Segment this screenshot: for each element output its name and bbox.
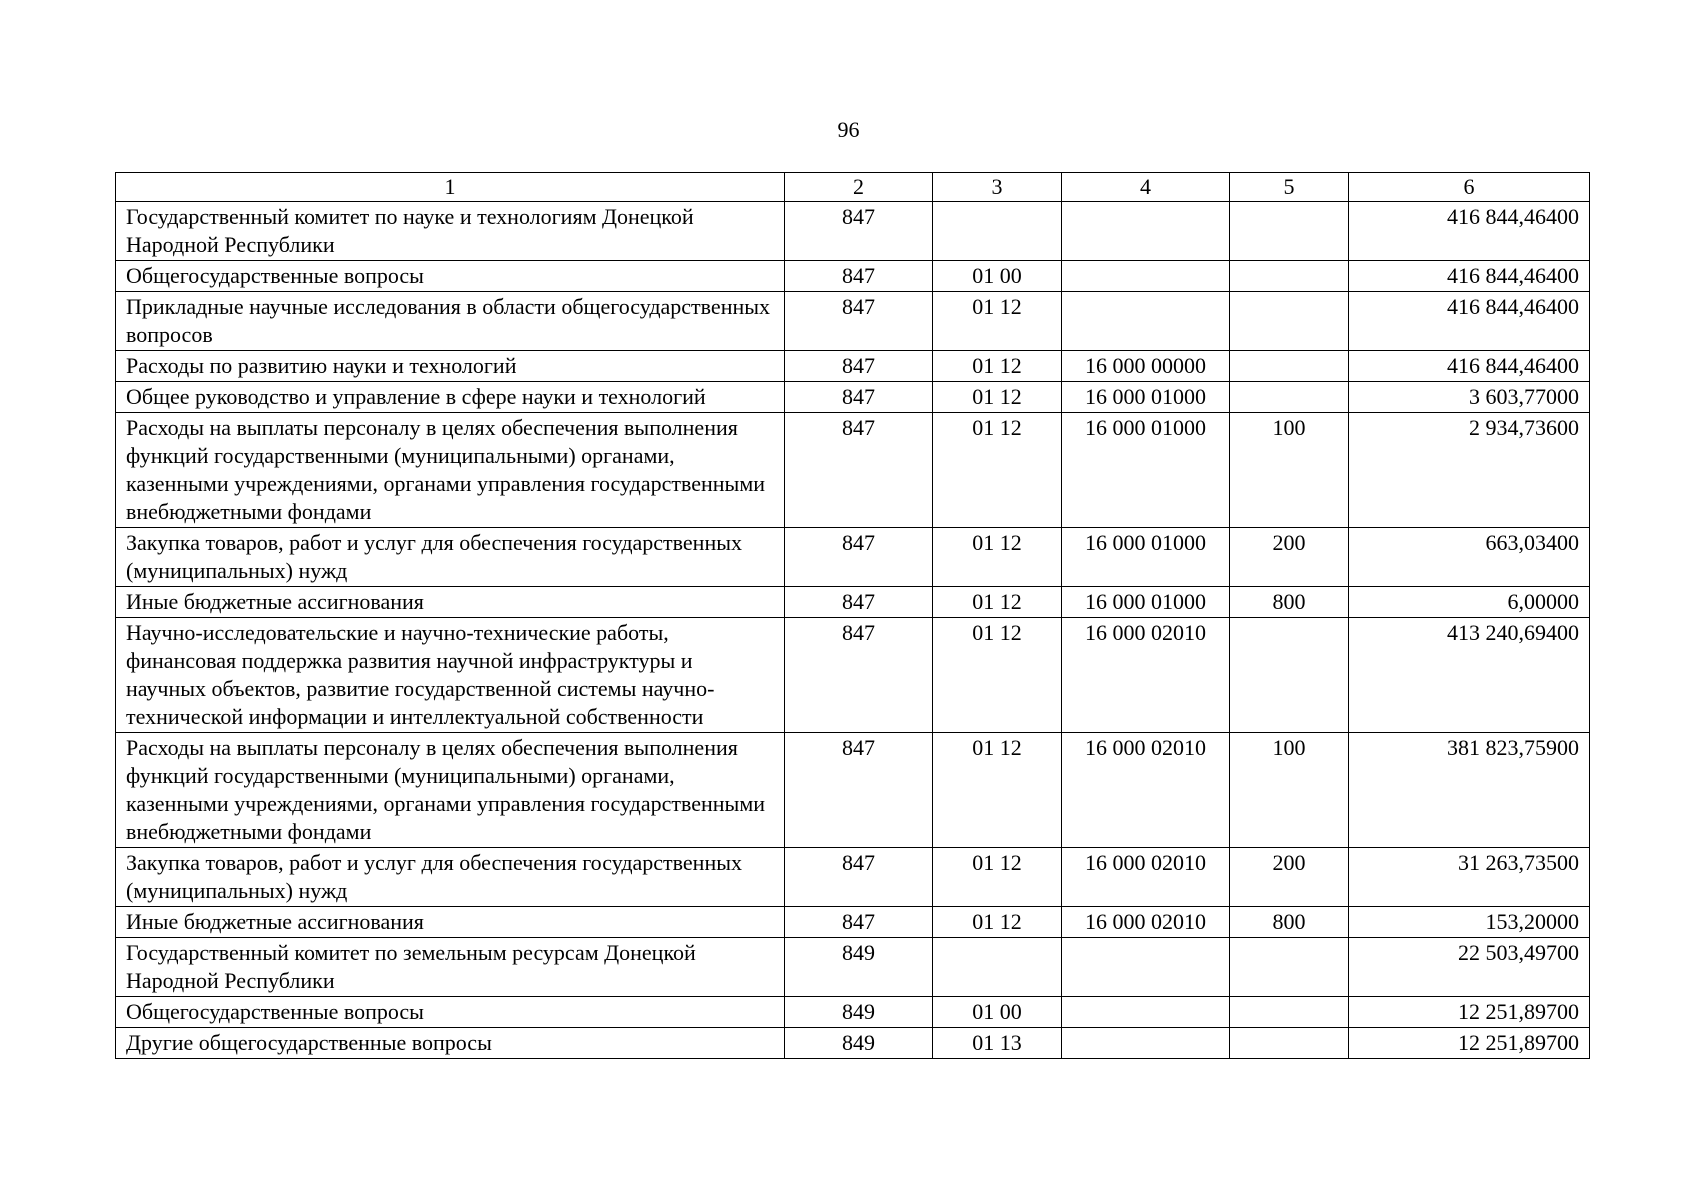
cell-section-code: 01 12 [933, 351, 1062, 382]
budget-table [115, 172, 1590, 1059]
cell-section-code: 01 13 [933, 1028, 1062, 1059]
cell-target-code [1062, 1028, 1230, 1059]
cell-amount: 416 844,46400 [1349, 202, 1590, 261]
table-row [116, 382, 1590, 413]
cell-name: Закупка товаров, работ и услуг для обеспечения государственных (муниципальных) нужд [116, 848, 785, 907]
cell-section-code: 01 12 [933, 413, 1062, 528]
cell-target-code: 16 000 00000 [1062, 351, 1230, 382]
cell-ministry-code: 849 [785, 938, 933, 997]
cell-ministry-code: 847 [785, 733, 933, 848]
cell-expense-type [1230, 292, 1349, 351]
cell-expense-type [1230, 997, 1349, 1028]
cell-name: Закупка товаров, работ и услуг для обеспечения государственных (муниципальных) нужд [116, 528, 785, 587]
cell-section-code: 01 12 [933, 587, 1062, 618]
cell-amount: 416 844,46400 [1349, 261, 1590, 292]
cell-name: Иные бюджетные ассигнования [116, 587, 785, 618]
cell-section-code: 01 12 [933, 292, 1062, 351]
cell-target-code [1062, 261, 1230, 292]
cell-ministry-code: 847 [785, 382, 933, 413]
cell-section-code [933, 202, 1062, 261]
cell-expense-type: 100 [1230, 413, 1349, 528]
cell-amount: 31 263,73500 [1349, 848, 1590, 907]
cell-target-code: 16 000 02010 [1062, 848, 1230, 907]
cell-section-code: 01 12 [933, 907, 1062, 938]
cell-name: Государственный комитет по земельным ресурсам Донецкой Народной Республики [116, 938, 785, 997]
cell-ministry-code: 847 [785, 351, 933, 382]
cell-target-code: 16 000 02010 [1062, 733, 1230, 848]
cell-ministry-code: 847 [785, 261, 933, 292]
cell-section-code: 01 00 [933, 997, 1062, 1028]
cell-name: Другие общегосударственные вопросы [116, 1028, 785, 1059]
cell-name: Государственный комитет по науке и технологиям Донецкой Народной Республики [116, 202, 785, 261]
cell-ministry-code: 847 [785, 413, 933, 528]
table-row [116, 528, 1590, 587]
cell-amount: 2 934,73600 [1349, 413, 1590, 528]
cell-section-code: 01 12 [933, 848, 1062, 907]
cell-target-code [1062, 292, 1230, 351]
header-cell-target: 4 [1062, 173, 1230, 202]
cell-target-code [1062, 997, 1230, 1028]
cell-amount: 663,03400 [1349, 528, 1590, 587]
header-cell-name: 1 [116, 173, 785, 202]
cell-expense-type [1230, 618, 1349, 733]
cell-target-code [1062, 938, 1230, 997]
table-row [116, 848, 1590, 907]
cell-name: Расходы на выплаты персоналу в целях обеспечения выполнения функций государственными (муниципальными) органами, казенными учреждениями, органами управления государственными внебюджетными фондами [116, 733, 785, 848]
cell-expense-type: 100 [1230, 733, 1349, 848]
table-row [116, 938, 1590, 997]
header-cell-type: 5 [1230, 173, 1349, 202]
cell-amount: 413 240,69400 [1349, 618, 1590, 733]
cell-amount: 12 251,89700 [1349, 997, 1590, 1028]
cell-target-code: 16 000 01000 [1062, 413, 1230, 528]
cell-section-code: 01 12 [933, 382, 1062, 413]
cell-ministry-code: 847 [785, 587, 933, 618]
cell-name: Научно-исследовательские и научно-технические работы, финансовая поддержка развития научной инфраструктуры и научных объектов, развитие государственной системы научно-технической информации и интеллектуальной собственности [116, 618, 785, 733]
table-row [116, 618, 1590, 733]
cell-amount: 22 503,49700 [1349, 938, 1590, 997]
table-row [116, 202, 1590, 261]
cell-ministry-code: 847 [785, 618, 933, 733]
cell-amount: 416 844,46400 [1349, 292, 1590, 351]
cell-section-code [933, 938, 1062, 997]
table-row [116, 292, 1590, 351]
cell-ministry-code: 847 [785, 292, 933, 351]
cell-amount: 6,00000 [1349, 587, 1590, 618]
cell-target-code: 16 000 01000 [1062, 528, 1230, 587]
cell-expense-type [1230, 261, 1349, 292]
header-cell-amount: 6 [1349, 173, 1590, 202]
header-cell-ministry: 2 [785, 173, 933, 202]
cell-expense-type [1230, 1028, 1349, 1059]
table-row [116, 351, 1590, 382]
cell-name: Иные бюджетные ассигнования [116, 907, 785, 938]
cell-target-code [1062, 202, 1230, 261]
cell-ministry-code: 847 [785, 528, 933, 587]
cell-amount: 153,20000 [1349, 907, 1590, 938]
cell-amount: 3 603,77000 [1349, 382, 1590, 413]
cell-section-code: 01 12 [933, 733, 1062, 848]
cell-expense-type [1230, 202, 1349, 261]
table-row [116, 413, 1590, 528]
header-cell-section: 3 [933, 173, 1062, 202]
cell-section-code: 01 12 [933, 618, 1062, 733]
cell-name: Общегосударственные вопросы [116, 997, 785, 1028]
cell-amount: 381 823,75900 [1349, 733, 1590, 848]
cell-expense-type [1230, 351, 1349, 382]
cell-name: Прикладные научные исследования в области общегосударственных вопросов [116, 292, 785, 351]
table-row [116, 587, 1590, 618]
table-row [116, 261, 1590, 292]
cell-ministry-code: 849 [785, 997, 933, 1028]
cell-expense-type: 800 [1230, 907, 1349, 938]
cell-ministry-code: 847 [785, 907, 933, 938]
cell-target-code: 16 000 02010 [1062, 618, 1230, 733]
header-row [116, 173, 1590, 202]
cell-target-code: 16 000 01000 [1062, 587, 1230, 618]
cell-amount: 12 251,89700 [1349, 1028, 1590, 1059]
cell-name: Общегосударственные вопросы [116, 261, 785, 292]
cell-expense-type: 800 [1230, 587, 1349, 618]
cell-target-code: 16 000 02010 [1062, 907, 1230, 938]
cell-name: Общее руководство и управление в сфере науки и технологий [116, 382, 785, 413]
table-body [116, 202, 1590, 1059]
cell-section-code: 01 12 [933, 528, 1062, 587]
cell-amount: 416 844,46400 [1349, 351, 1590, 382]
cell-name: Расходы по развитию науки и технологий [116, 351, 785, 382]
cell-section-code: 01 00 [933, 261, 1062, 292]
table-row [116, 907, 1590, 938]
cell-target-code: 16 000 01000 [1062, 382, 1230, 413]
page-number: 96 [837, 117, 860, 142]
cell-ministry-code: 847 [785, 848, 933, 907]
table-row [116, 733, 1590, 848]
table-row [116, 997, 1590, 1028]
cell-name: Расходы на выплаты персоналу в целях обеспечения выполнения функций государственными (муниципальными) органами, казенными учреждениями, органами управления государственными внебюджетными фондами [116, 413, 785, 528]
cell-expense-type [1230, 938, 1349, 997]
cell-ministry-code: 847 [785, 202, 933, 261]
cell-expense-type: 200 [1230, 848, 1349, 907]
table-row [116, 1028, 1590, 1059]
table-header [116, 173, 1590, 202]
cell-expense-type [1230, 382, 1349, 413]
cell-ministry-code: 849 [785, 1028, 933, 1059]
cell-expense-type: 200 [1230, 528, 1349, 587]
